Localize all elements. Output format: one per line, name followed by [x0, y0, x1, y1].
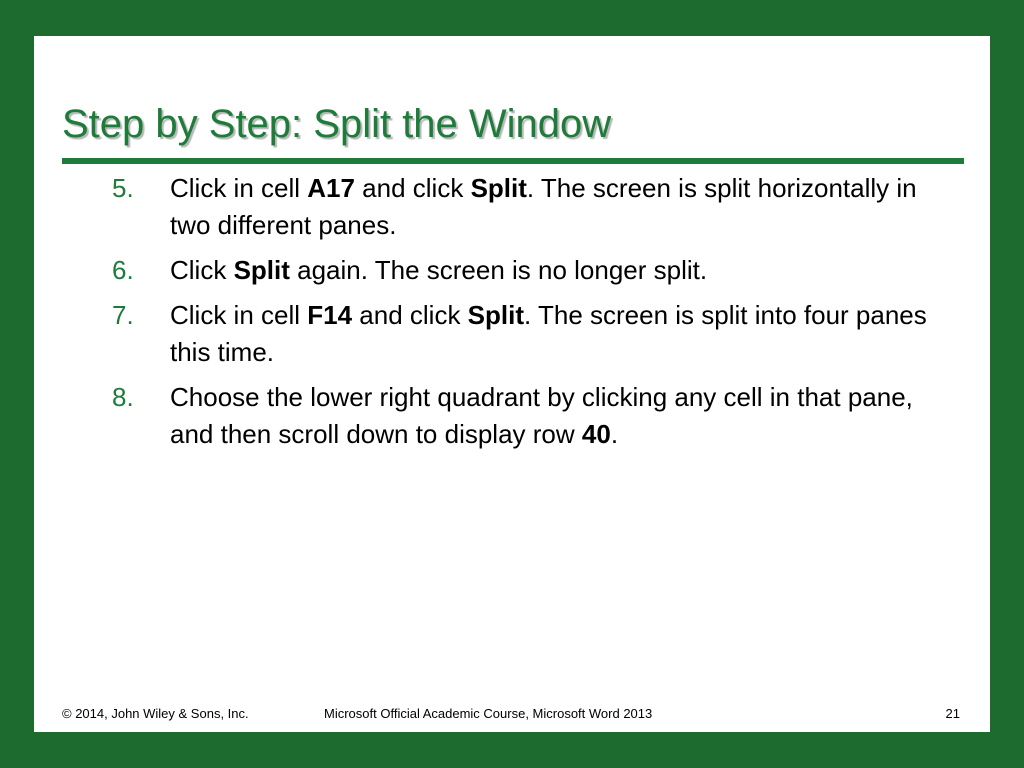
step-text — [170, 170, 952, 244]
cell-reference: A17 — [307, 173, 355, 203]
step-text-segment: . — [610, 419, 619, 449]
step-text-segment: Click in cell — [170, 300, 308, 330]
step-item-6 — [112, 252, 952, 289]
step-number: 8. — [112, 382, 134, 412]
step-number: 7. — [112, 300, 134, 330]
slide-number: 21 — [945, 706, 960, 721]
step-text-segment: and click — [354, 173, 471, 203]
cell-reference: F14 — [307, 300, 353, 330]
step-item-8 — [112, 379, 952, 453]
step-number: 5. — [112, 173, 134, 203]
title-underline — [62, 158, 964, 164]
step-text-segment: . The screen is split into four panes this time. — [170, 300, 927, 367]
step-text — [170, 252, 952, 289]
step-text-segment: . The screen is split horizontally in two different panes. — [170, 173, 917, 240]
step-item-5 — [112, 170, 952, 244]
command-name: Split — [467, 300, 525, 330]
step-text-segment: Click in cell — [170, 173, 308, 203]
command-name: Split — [470, 173, 527, 203]
step-list — [112, 170, 952, 461]
step-number: 6. — [112, 255, 134, 285]
step-item-7 — [112, 297, 952, 371]
row-number: 40 — [581, 419, 611, 449]
slide — [34, 36, 990, 732]
step-text-segment: Choose the lower right quadrant by clicking any cell in that pane, and then scroll down to display row — [170, 382, 913, 449]
footer-course-name: Microsoft Official Academic Course, Microsoft Word 2013 — [324, 706, 653, 721]
slide-title: Step by Step: Split the Window — [62, 102, 612, 146]
step-text-segment: and click — [352, 300, 468, 330]
step-text-segment: Click — [170, 255, 234, 285]
step-text — [170, 297, 952, 371]
step-text-segment: again. The screen is no longer split. — [289, 255, 708, 285]
command-name: Split — [233, 255, 290, 285]
footer-copyright: © 2014, John Wiley & Sons, Inc. — [62, 706, 249, 721]
step-text — [170, 379, 952, 453]
